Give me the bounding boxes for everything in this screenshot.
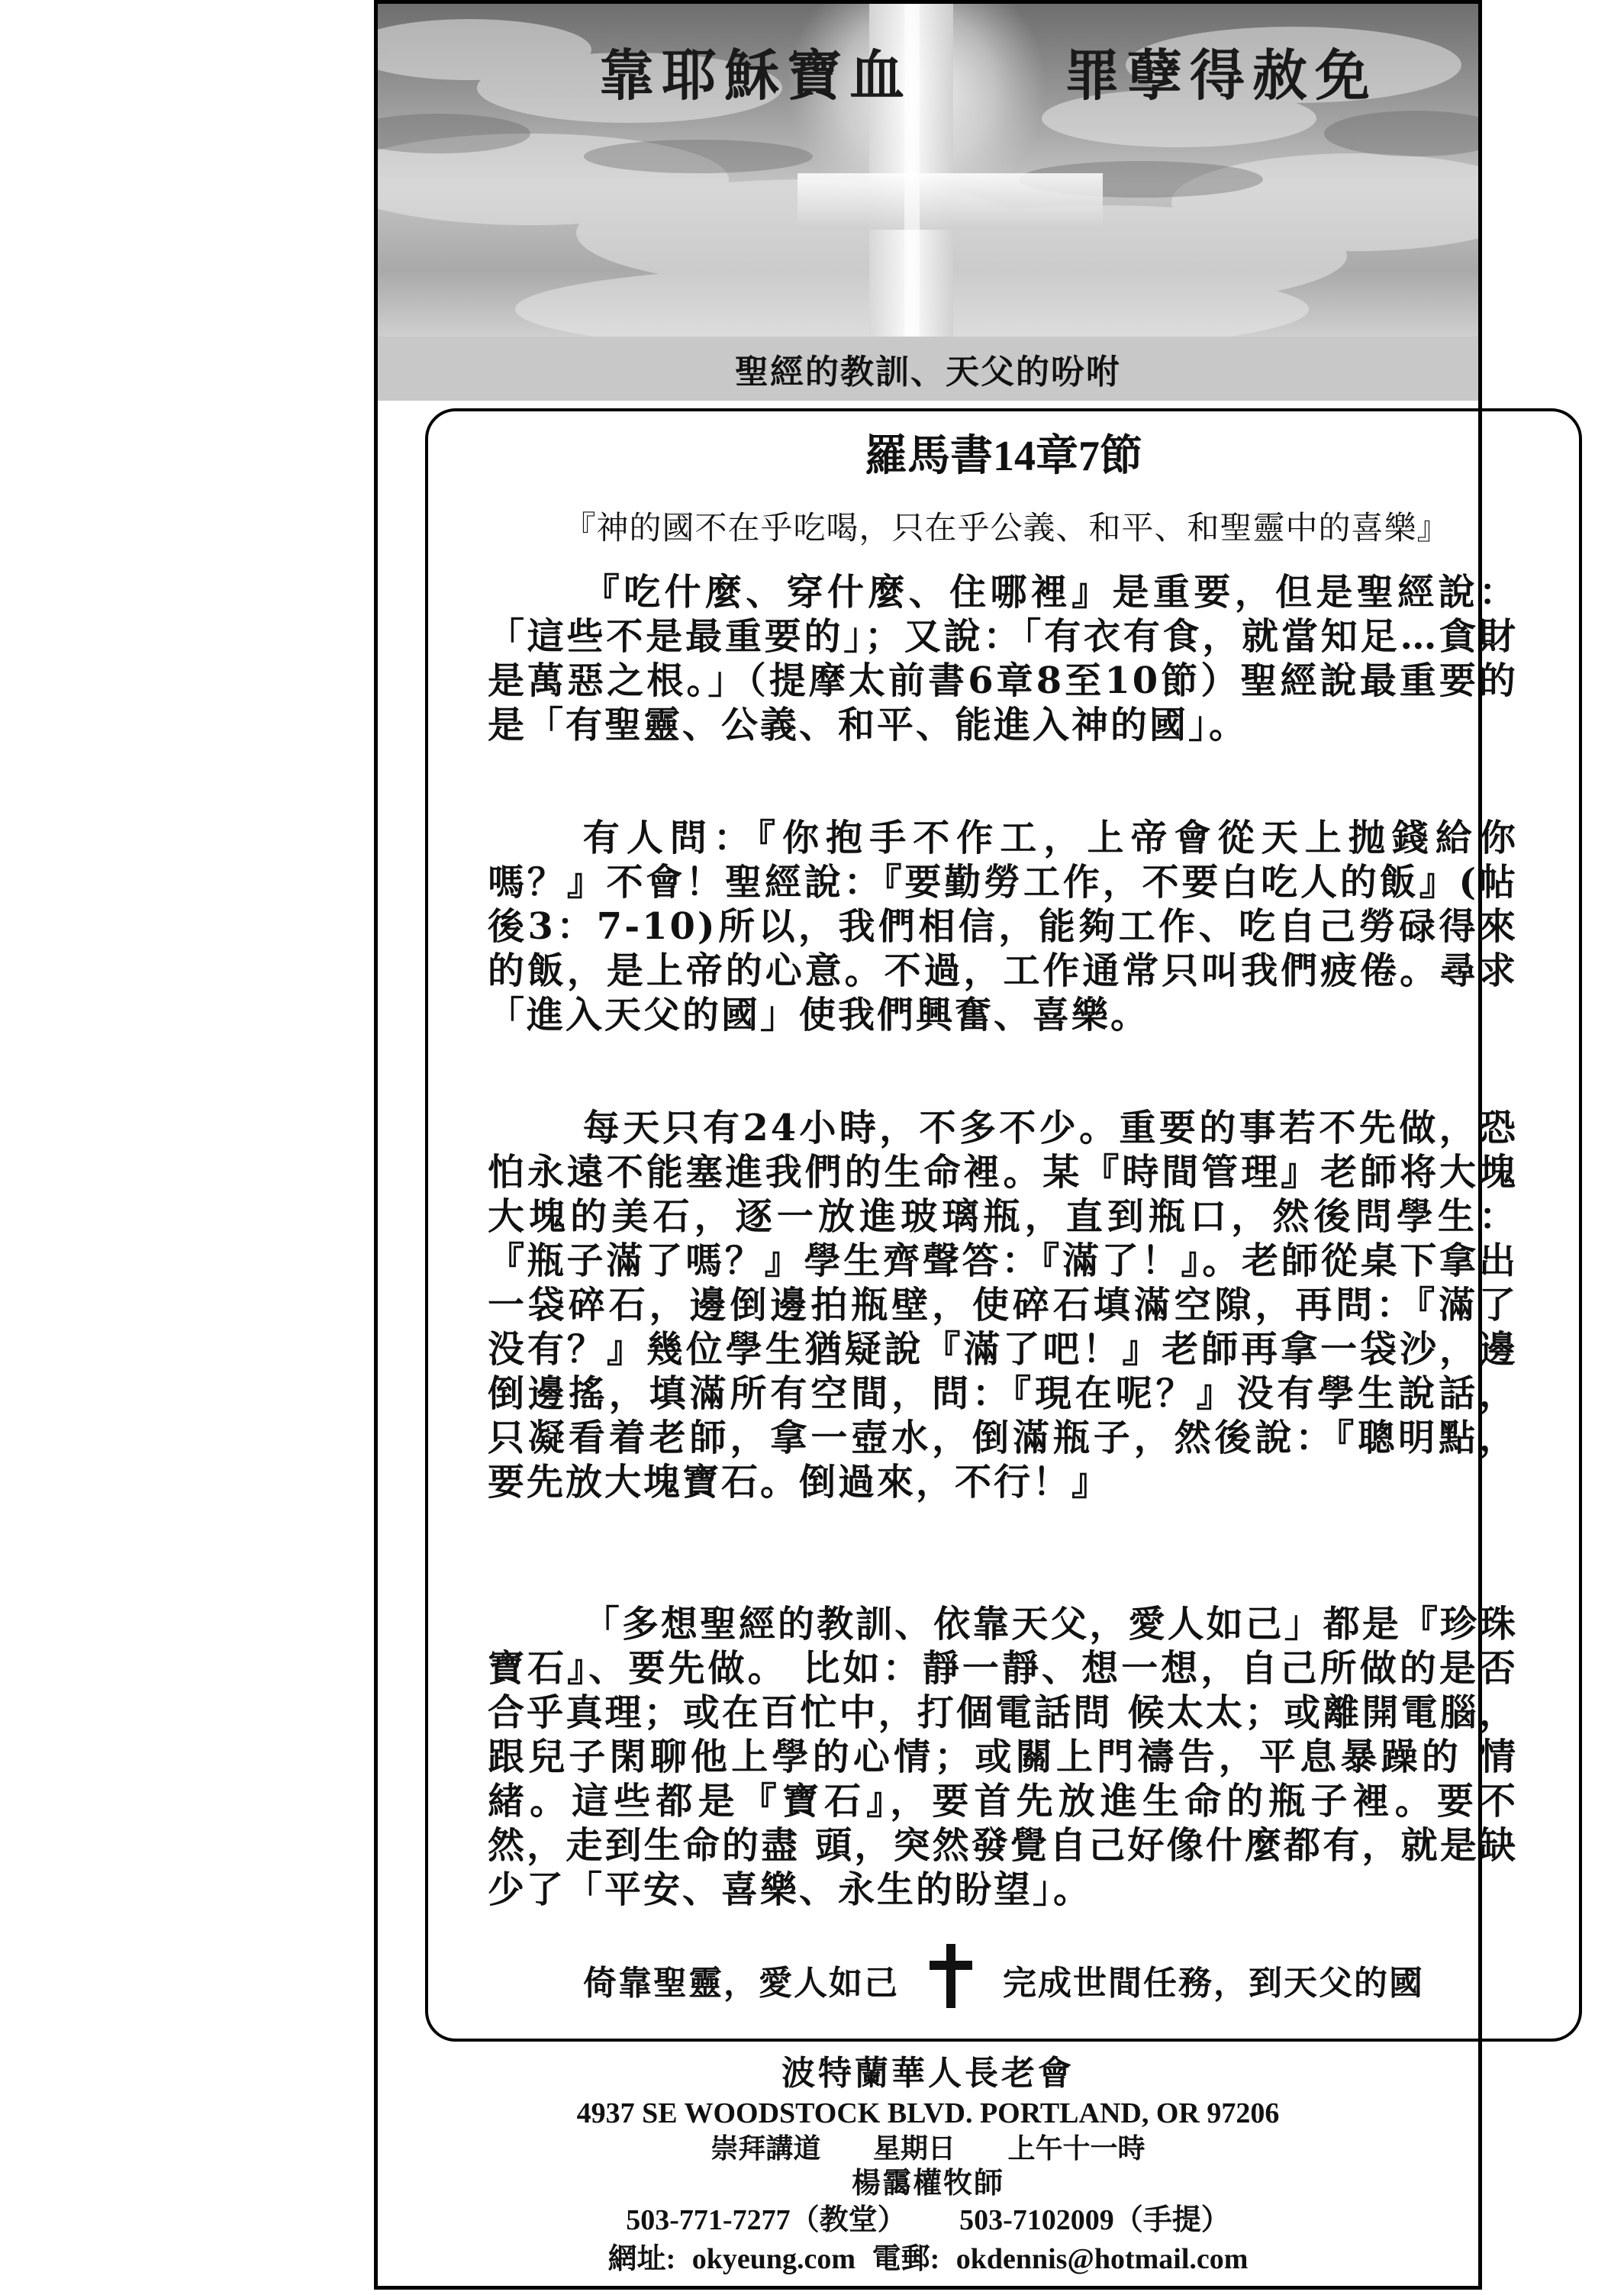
email-link[interactable]: okdennis@hotmail.com — [955, 2243, 1249, 2275]
header-banner — [378, 4, 1478, 337]
pastor-name: 楊靄權牧師 — [851, 2165, 1004, 2200]
closing-left-text: 倚靠聖靈，愛人如己 — [583, 1964, 899, 2003]
paragraph-1: 『吃什麼、穿什麼、住哪裡』是重要，但是聖經說：「這些不是最重要的」；又說：「有衣有食，就當知足…貪財是萬惡之根。」（提摩太前書6章8至10節）聖經說最重要的是「有聖靈、公義、和平、能進入神的國」。 — [488, 571, 1518, 746]
church-footer — [378, 2052, 1478, 2278]
banner-title-right: 罪孽得赦免 — [1065, 43, 1378, 108]
subtitle-bar — [378, 337, 1478, 401]
flyer-frame — [374, 0, 1518, 2290]
worship-schedule — [378, 2132, 1478, 2165]
phone-church: 503-771-7277（教堂） — [626, 2204, 907, 2236]
paragraph-3: 每天只有24小時，不多不少。重要的事若不先做，恐怕永遠不能塞進我們的生命裡。某『時間管理』老師将大塊大塊的美石，逐一放進玻璃瓶，直到瓶口，然後問學生：『瓶子滿了嗎？』學生齊聲答：『滿了！』。老師從桌下拿出一袋碎石，邊倒邊拍瓶壁，使碎石填滿空隙，再問：『滿了没有？』幾位學生猶疑說『滿了吧！』老師再拿一袋沙，邊倒邊搖，填滿所有空間，問：『現在呢？』没有學生說話，只凝看着老師，拿一壺水，倒滿瓶子，然後說：『聰明點，要先放大塊寶石。倒過來，不行！』 — [488, 1107, 1518, 1504]
subtitle-text: 聖經的教訓、天父的吩咐 — [735, 353, 1121, 392]
church-name: 波特蘭華人長老會 — [781, 2054, 1075, 2093]
church-address: 4937 SE WOODSTOCK BLVD. PORTLAND, OR 97206 — [576, 2097, 1280, 2129]
cross-icon — [930, 1944, 972, 2016]
website-label: 網址: — [607, 2243, 676, 2275]
worship-time: 上午十一時 — [1007, 2132, 1146, 2164]
email-label: 電郵: — [872, 2243, 940, 2275]
website-link[interactable]: okyeung.com — [691, 2243, 856, 2275]
paragraph-4: 「多想聖經的教訓、依靠天父，愛人如己」都是『珍珠寶石』、要先做。 比如：靜一靜、想一想，自己所做的是否合乎真理；或在百忙中，打個電話問 候太太；或離開電腦，跟兒子閑聊他上學的心情；或關上門禱告，平息暴躁的 情緒。這些都是『寶石』，要首先放進生命的瓶子裡。要不然，走到生命的盡 頭，突然發覺自己好像什麼都有，就是缺少了「平安、喜樂、永生的盼望」。 — [488, 1603, 1518, 1911]
contact-web — [378, 2240, 1478, 2278]
scripture-reference: 羅馬書14章7節 — [865, 433, 1142, 480]
scripture-verse: 『神的國不在乎吃喝，只在乎公義、和平、和聖靈中的喜樂』 — [563, 509, 1450, 546]
paragraph-2: 有人問：『你抱手不作工，上帝會從天上抛錢給你嗎？』不會！聖經說：『要勤勞工作，不要白吃人的飯』(帖後3：7-10)所以，我們相信，能夠工作、吃自己勞碌得來的飯，是上帝的心意。不過，工作通常只叫我們疲倦。尋求「進入天父的國」使我們興奮、喜樂。 — [488, 817, 1518, 1036]
scripture-box — [425, 408, 1582, 2042]
phone-numbers — [378, 2200, 1478, 2240]
worship-day: 星期日 — [872, 2132, 955, 2164]
closing-line — [428, 1945, 1579, 2014]
closing-right-text: 完成世間任務，到天父的國 — [1003, 1964, 1424, 2003]
banner-title-left: 靠耶穌寶血 — [599, 43, 913, 108]
phone-mobile: 503-7102009（手提） — [959, 2204, 1230, 2236]
worship-label: 崇拜講道 — [710, 2132, 821, 2164]
